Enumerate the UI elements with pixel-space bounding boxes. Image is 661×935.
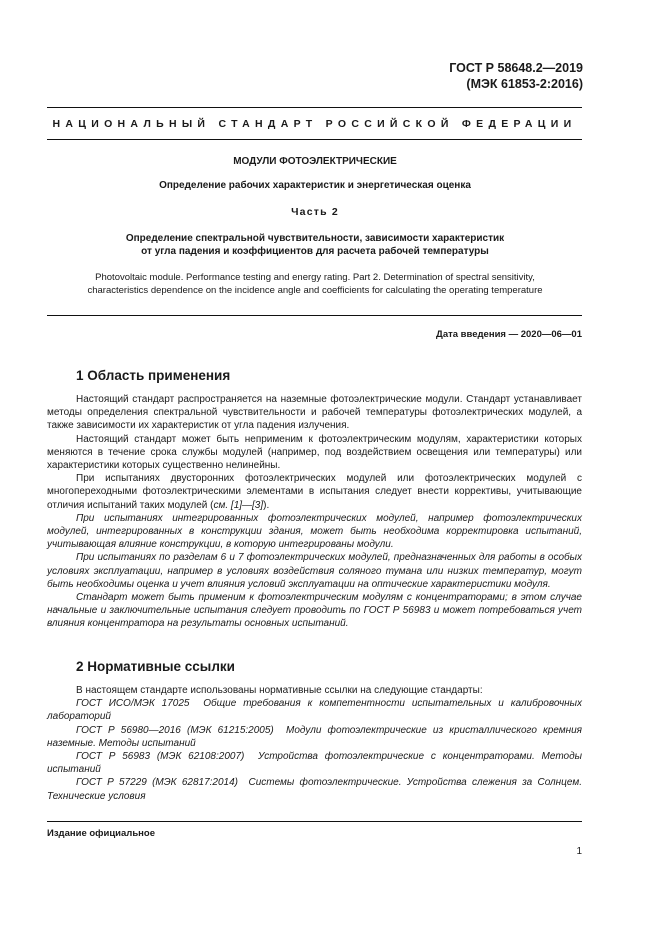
section-1-heading: 1 Область применения [76,368,231,383]
reference-item [47,776,582,802]
standard-code: ГОСТ Р 58648.2—2019 [449,61,583,75]
document-subtitle: Определение рабочих характеристик и энергетическая оценка [159,180,471,191]
reference-code: ГОСТ Р 57229 (МЭК 62817:2014) [76,777,238,789]
part-title [60,232,570,258]
paragraph: При испытаниях интегрированных фотоэлектрических модулей, например фотоэлектрических модулей, интегрированных в конструкции здания, может быть необходима корректировка испытаний, учитывающая влияние конструкции, в которую интегрированы модули. [47,512,582,551]
reference-code: ГОСТ Р 56983 (МЭК 62108:2007) [76,751,245,763]
banner-rule [47,139,582,140]
english-title [60,271,570,297]
reference-title: Модули фотоэлектрические из кристаллического кремния наземные. Методы испытаний [47,724,583,749]
part-label: Часть 2 [291,206,339,218]
reference-item [47,724,582,750]
intro-date: Дата введения — 2020—06—01 [436,329,582,340]
page-number: 1 [576,846,582,857]
reference-item [47,750,582,776]
title-rule [47,315,582,316]
paragraph: При испытаниях по разделам 6 и 7 фотоэлектрических модулей, предназначенных для работы в особых условиях эксплуатации, например в условиях воздействия соляного тумана или низких температур, могут быть необходимы оценка и учет влияния условий эксплуатации на оптические характеристики модуля. [47,552,582,590]
english-title-line: Photovoltaic module. Performance testing and energy rating. Part 2. Determination of spectral sensitivity, [95,272,535,283]
paragraph: Стандарт может быть применим к фотоэлектрическим модулям с концентраторами; в этом случае начальные и заключительные испытания следует проводить по ГОСТ Р 56983 и может потребоваться учет влияния концентратора на результаты основных испытаний. [47,592,582,630]
reference-title: Устройства фотоэлектрические с концентраторами. Методы испытаний [47,751,582,776]
section-2-heading: 2 Нормативные ссылки [76,659,235,674]
paragraph-text: При испытаниях двусторонних фотоэлектрических модулей или фотоэлектрических модулей с многопереходными фотоэлектрическими элементами в испытания следует внести коррективы, учитывающие отличия испытаний таких модулей ( [47,473,582,511]
section-1-body [47,393,582,631]
see-reference: см. [1]—[3] [213,499,264,511]
english-title-line: characteristics dependence on the incidence angle and coefficients for calculating the operating temperature [87,285,543,296]
reference-code: ГОСТ Р 56980—2016 (МЭК 61215:2005) [76,724,274,736]
part-title-line: Определение спектральной чувствительности, зависимости характеристик [125,233,505,244]
national-standard-banner: НАЦИОНАЛЬНЫЙ СТАНДАРТ РОССИЙСКОЙ ФЕДЕРАЦИИ [52,118,577,130]
part-title-line: от угла падения и коэффициентов для расчета рабочей температуры [141,246,489,257]
document-title: МОДУЛИ ФОТОЭЛЕКТРИЧЕСКИЕ [233,156,397,167]
section-2-body [47,684,582,803]
paragraph: В настоящем стандарте использованы нормативные ссылки на следующие стандарты: [76,685,483,696]
footer-rule [47,821,582,822]
reference-title: Системы фотоэлектрические. Устройства слежения за Солнцем. Технические условия [47,777,582,802]
reference-title: Общие требования к компетентности испытательных и калибровочных лабораторий [47,698,582,723]
paragraph: Настоящий стандарт может быть неприменим к фотоэлектрическим модулям, характеристики которых меняются в течение срока службы модулей (например, под воздействием освещения или температуры) или характеристики которых существенно нелинейны. [47,433,582,472]
reference-item [47,697,582,723]
paragraph-text: ). [263,499,270,511]
top-rule [47,107,582,108]
standard-designation [449,60,583,92]
paragraph: Настоящий стандарт распространяется на наземные фотоэлектрические модули. Стандарт устанавливает методы определения спектральной чувствительности и рабочей температуры фотоэлектрических модулей, а также зависимости их характеристик от угла падения излучения. [47,394,582,432]
reference-code: ГОСТ ИСО/МЭК 17025 [76,698,190,710]
paragraph [47,472,582,512]
iec-code: (МЭК 61853-2:2016) [466,77,583,91]
official-edition-label: Издание официальное [47,828,155,839]
